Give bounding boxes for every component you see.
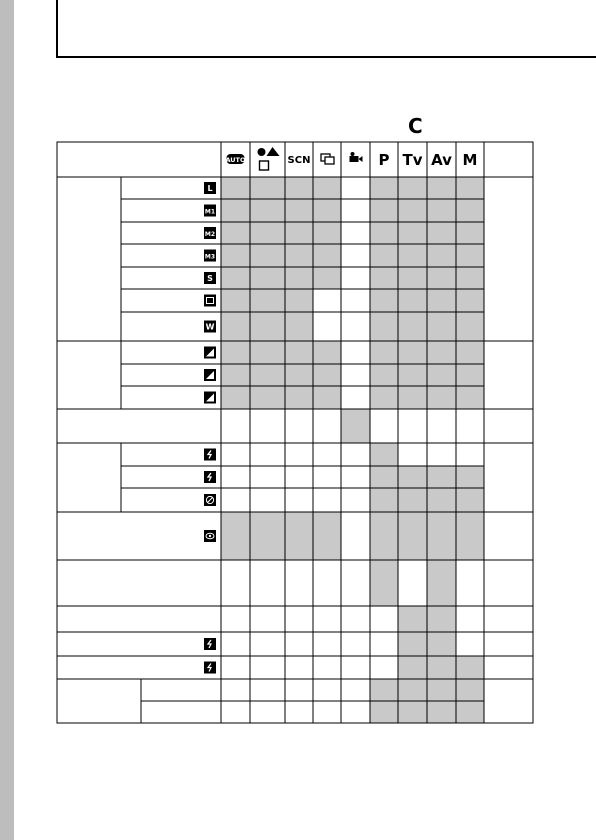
shaded-cell [456,341,484,364]
shaded-cell [370,512,398,560]
shaded-cell [456,488,484,512]
W-icon-text: W [205,322,215,332]
shaded-cell [370,679,398,701]
shaded-cell [427,656,456,679]
shaded-cell [370,289,398,312]
shaded-cell [427,632,456,656]
shaded-cell [221,312,250,341]
shaded-cell [221,177,250,199]
mode-auto-label: AUTO [225,156,246,164]
portrait-icon [258,148,266,156]
shaded-cell [398,466,427,488]
shaded-cell [370,244,398,267]
shaded-cell [398,289,427,312]
shaded-cell [398,512,427,560]
shaded-cell [456,364,484,386]
stitch-assist-icon-b [325,157,334,164]
red-eye-icon-pupil [209,535,211,537]
shaded-cell [456,312,484,341]
shaded-cell [456,199,484,222]
shaded-cell [313,244,341,267]
shaded-cell [456,656,484,679]
shaded-cell [398,679,427,701]
shaded-cell [398,267,427,289]
landscape-icon [267,147,280,156]
shaded-cell [285,341,313,364]
shaded-cell [427,701,456,723]
shaded-cell [427,386,456,409]
shaded-cell [398,386,427,409]
shaded-cell [250,244,285,267]
shaded-cell [370,341,398,364]
mode-tv-label: Tv [402,151,423,169]
shaded-cell [456,512,484,560]
shaded-cell [456,679,484,701]
movie-icon [350,156,359,162]
night-scene-icon [260,161,269,170]
section-letter: C [408,114,423,138]
shaded-cell [398,199,427,222]
shaded-cell [221,244,250,267]
shaded-cell [313,199,341,222]
shaded-cell [456,701,484,723]
shaded-cell [456,289,484,312]
S-icon-text: S [207,274,213,283]
shaded-cell [398,341,427,364]
shaded-cell [221,267,250,289]
shaded-cell [370,177,398,199]
shaded-cell [427,312,456,341]
shaded-cell [398,177,427,199]
shaded-cell [250,312,285,341]
shaded-cell [370,386,398,409]
shaded-cell [370,488,398,512]
shaded-cell [221,341,250,364]
shaded-cell [250,364,285,386]
shaded-cell [427,679,456,701]
shaded-cell [221,289,250,312]
shaded-cell [427,177,456,199]
shaded-cell [427,466,456,488]
shaded-cell [285,199,313,222]
shaded-cell [250,512,285,560]
shaded-cell [370,199,398,222]
shaded-cell [285,222,313,244]
shaded-cell [370,222,398,244]
shaded-cell [427,199,456,222]
mode-p-label: P [378,151,390,169]
shaded-cell [250,177,285,199]
shaded-cell [221,199,250,222]
shaded-cell [456,244,484,267]
shaded-cell [250,386,285,409]
shaded-cell [398,606,427,632]
M2-icon-text: M2 [204,231,216,238]
movie-icon-reel [351,152,355,156]
shaded-cell [341,409,370,443]
shaded-cell [250,341,285,364]
shaded-cell [313,177,341,199]
shaded-cell [313,364,341,386]
shaded-cell [370,560,398,606]
shaded-cell [313,222,341,244]
M1-icon-text: M1 [204,208,216,216]
shaded-cell [285,386,313,409]
shaded-cell [370,466,398,488]
shaded-cell [221,364,250,386]
L-icon-text: L [207,184,213,193]
mode-av-label: Av [431,151,452,169]
mode-m-label: M [462,151,478,169]
shaded-cell [250,267,285,289]
shaded-cell [398,701,427,723]
shaded-cell [456,177,484,199]
shaded-cell [250,289,285,312]
shaded-cell [427,364,456,386]
shaded-cell [285,244,313,267]
shaded-cell [427,341,456,364]
shaded-cell [398,632,427,656]
shaded-cell [313,386,341,409]
shaded-cell [221,222,250,244]
shaded-cell [456,222,484,244]
shaded-cell [427,289,456,312]
shaded-cell [370,364,398,386]
shaded-cell [250,199,285,222]
shaded-cell [313,267,341,289]
shaded-cell [398,312,427,341]
shaded-cell [285,289,313,312]
shaded-cell [285,364,313,386]
M3-icon-text: M3 [204,253,216,261]
shaded-cell [285,177,313,199]
shaded-cell [285,312,313,341]
shaded-cell [370,312,398,341]
shaded-cell [370,701,398,723]
shaded-cell [285,267,313,289]
shaded-cell [370,267,398,289]
movie-icon-lens [359,156,363,162]
shaded-cell [456,267,484,289]
mode-scn-label: SCN [287,155,311,166]
shaded-cell [250,222,285,244]
shaded-cell [427,244,456,267]
shaded-cell [313,341,341,364]
shaded-cell [398,222,427,244]
shaded-cell [427,606,456,632]
shaded-cell [427,512,456,560]
shaded-cell [398,488,427,512]
shaded-cell [221,512,250,560]
shaded-cell [398,244,427,267]
shaded-cell [221,386,250,409]
shaded-cell [398,364,427,386]
postcard-icon [204,295,216,307]
shaded-cell [456,386,484,409]
shaded-cell [427,488,456,512]
shaded-cell [313,512,341,560]
shaded-cell [456,466,484,488]
shaded-cell [285,512,313,560]
shaded-cell [398,656,427,679]
shaded-cell [370,443,398,466]
shaded-cell [427,222,456,244]
shaded-cell [427,267,456,289]
shaded-cell [427,560,456,606]
